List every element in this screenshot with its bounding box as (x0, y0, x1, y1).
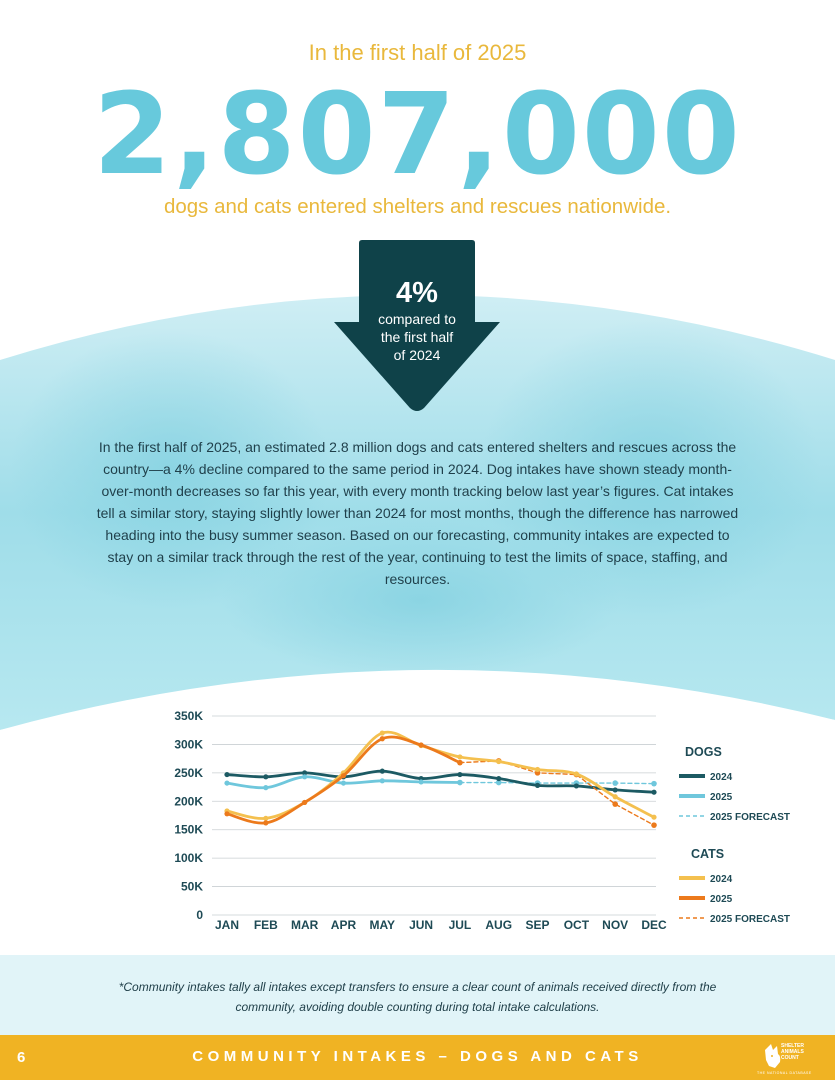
arrow-line-1: compared to (378, 311, 456, 327)
data-point-cats (574, 771, 579, 776)
x-tick-label: AUG (485, 918, 513, 932)
legend-label: 2025 FORECAST (710, 914, 791, 925)
data-point-dogs (224, 772, 229, 777)
y-tick-label: 250K (174, 765, 203, 780)
body-paragraph: In the first half of 2025, an estimated 2.8 million dogs and cats entered shelters and rescues across the country—a 4% decline compared to the same period in 2024. Dog intakes have shown steady month-over-month decreases so far this year, with every month tracking below last year’s figures. Cat intakes tell a similar story, staying slightly lower than 2024 for most months, though the difference has narrowed heading into the busy summer season. Based on our forecasting, community intakes are expected to stay on a similar track through the rest of the year, continuing to test the limits of space, staffing, and resources. (96, 439, 739, 587)
y-tick-label: 200K (174, 794, 203, 809)
data-point-dogs (263, 774, 268, 779)
data-point-dogs (496, 776, 501, 781)
data-point-cats (496, 759, 501, 764)
x-tick-label: SEP (525, 918, 550, 932)
x-tick-label: NOV (602, 918, 629, 932)
arrow-line-3: of 2024 (393, 347, 441, 363)
data-point-dogs (380, 769, 385, 774)
data-point-dogs (418, 779, 423, 784)
data-point-cats (651, 815, 656, 820)
data-point-cats (302, 800, 307, 805)
data-point-cats (263, 820, 268, 825)
x-tick-label: FEB (253, 918, 278, 932)
data-point-dogs (302, 774, 307, 779)
data-point-dogs (263, 785, 268, 790)
x-tick-label: JUN (409, 918, 434, 932)
data-point-dogs (380, 778, 385, 783)
data-point-cats (457, 754, 462, 759)
data-point-dogs (613, 787, 618, 792)
y-tick-label: 350K (174, 709, 203, 723)
data-point-cats (651, 822, 657, 828)
x-tick-label: JUL (448, 918, 472, 932)
logo-wordmark: SHELTER ANIMALS COUNT (781, 1043, 804, 1061)
footer-title: COMMUNITY INTAKES – DOGS AND CATS (192, 1048, 643, 1065)
data-point-cats (380, 736, 385, 741)
data-point-cats (612, 801, 618, 807)
y-tick-label: 150K (174, 822, 203, 837)
x-tick-label: APR (330, 918, 357, 932)
series-line-cats-2025 (227, 737, 460, 823)
data-point-cats (224, 811, 229, 816)
x-tick-label: JAN (214, 918, 240, 932)
data-point-dogs (574, 783, 579, 788)
data-point-cats (263, 816, 268, 821)
series-line-dogs-2025-forecast (460, 783, 654, 784)
data-point-cats (613, 794, 618, 799)
x-tick-label: MAR (290, 918, 319, 932)
legend-heading-dogs: DOGS (685, 745, 722, 759)
data-point-dogs (651, 781, 657, 787)
arrow-label (342, 276, 492, 364)
data-point-dogs (457, 772, 462, 777)
headline-number: 2,807,000 (93, 70, 742, 200)
data-point-dogs (224, 780, 229, 785)
y-tick-label: 50K (180, 879, 203, 894)
data-point-cats (341, 773, 346, 778)
data-point-dogs (651, 790, 656, 795)
legend-label: 2025 (710, 792, 733, 803)
data-point-cats (535, 767, 540, 772)
legend-label: 2024 (710, 874, 733, 885)
data-point-dogs (341, 780, 346, 785)
y-tick-label: 300K (174, 737, 203, 752)
headline-subtitle: dogs and cats entered shelters and rescues nationwide. (163, 195, 672, 218)
legend-label: 2024 (710, 772, 733, 783)
x-tick-label: OCT (563, 918, 590, 932)
x-tick-label: MAY (369, 918, 396, 932)
y-tick-label: 100K (174, 851, 203, 866)
y-tick-label: 0 (196, 908, 203, 922)
data-point-dogs (612, 780, 618, 786)
data-point-dogs (457, 780, 462, 785)
arrow-percent: 4% (396, 277, 438, 309)
legend-label: 2025 (710, 894, 733, 905)
page-number: 6 (17, 1049, 26, 1066)
arrow-line-2: the first half (380, 329, 454, 345)
data-point-cats (457, 760, 462, 765)
data-point-cats (380, 730, 385, 735)
intake-line-chart (0, 700, 835, 940)
footnote-text: *Community intakes tally all intakes except transfers to ensure a clear count of animals received directly from the community, avoiding double counting during total intake calculations. (118, 980, 717, 1014)
x-tick-label: DEC (641, 918, 667, 932)
kicker-text: In the first half of 2025 (308, 40, 527, 65)
legend-heading-cats: CATS (691, 847, 725, 861)
data-point-cats (418, 742, 423, 747)
logo-tagline: THE NATIONAL DATABASE (757, 1071, 812, 1075)
data-point-dogs (535, 783, 540, 788)
legend-label: 2025 FORECAST (710, 812, 791, 823)
